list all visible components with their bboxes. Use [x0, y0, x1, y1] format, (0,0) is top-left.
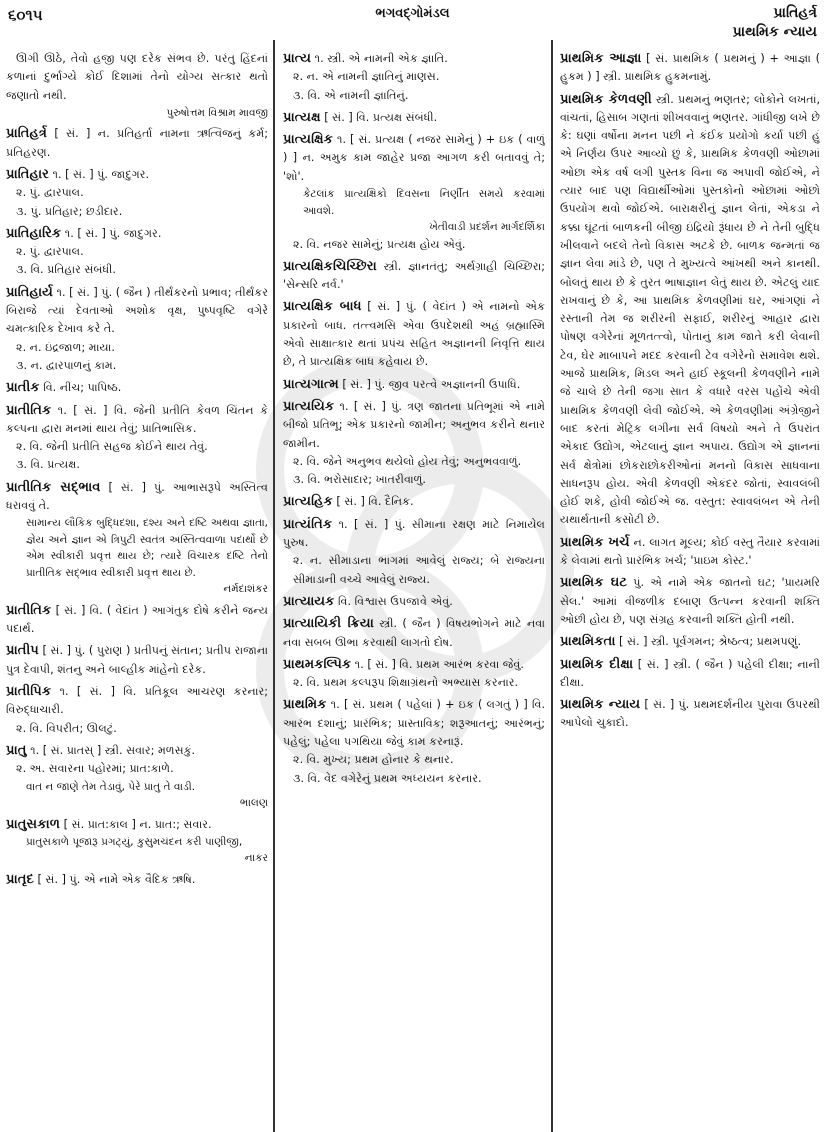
- sense: ૨. પું. દ્વારપાલ.: [16, 186, 84, 200]
- sense: ૨. પું. દ્વારપાલ.: [16, 245, 84, 259]
- dictionary-entry: [6, 166, 268, 221]
- sense: ૨. વિ. વિપરીત; ઊલટું.: [16, 721, 117, 735]
- headword: પ્રાથમિક ઘટ: [560, 575, 628, 591]
- headword: પ્રાથમિક આજ્ઞા: [560, 51, 642, 66]
- definition: [ સં. ] પું. એ નામે એક વૈદિક ઋષિ.: [37, 872, 196, 886]
- headword: પ્રાત્યગાત્મ: [283, 376, 339, 392]
- dictionary-entry: [560, 50, 820, 87]
- definition: ૧. [ સં. પ્રાતસ્ ] સ્ત્રી. સવાર; મળસકું.: [30, 743, 196, 757]
- definition: [ સં. ] પું. ( વેદાંત ) એ નામનો એક પ્રકારનો બાધ. તત્ત્વમસિ એવા ઉપદેશથી અહં બ્રહ્માસ્મિ એવો સાક્ષાત્કાર થતાં પ્રપંચ સહિત અજ્ઞાનની નિવૃત્તિ થાય છે, તે પ્રાત્યક્ષિક બાધ કહેવાય છે.: [283, 300, 545, 369]
- definition: ૧. [ સં. ] વિ. પ્રથમ આરંભ કરવા જેવું.: [354, 657, 524, 671]
- dictionary-entry: [6, 479, 268, 598]
- headword: પ્રાતીક: [6, 380, 40, 396]
- dictionary-entry: [283, 493, 545, 511]
- headword: પ્રાતીપિક: [6, 684, 52, 700]
- definition: [ સં. ] પું. પ્રથમદર્શનીય પુરાવા ઉપરથી આપેલો ચુકાદો.: [560, 698, 820, 730]
- dictionary-entry: [283, 50, 545, 105]
- citation-author: નાકર: [244, 852, 268, 865]
- dictionary-entry: [6, 742, 268, 812]
- headword: પ્રાતીપ: [6, 643, 39, 659]
- headword: પ્રાતિહાર્ય: [6, 284, 53, 300]
- definition: વિ. વિશ્વાસ ઉપજાવે એવું.: [338, 594, 453, 608]
- dictionary-entry: [6, 683, 268, 738]
- definition: [ સં. ] વિ. દૈનિક.: [336, 495, 414, 509]
- headword: પ્રાત્યક્ષિક બાધ: [283, 299, 362, 315]
- headword: પ્રાતીતિક: [6, 402, 52, 418]
- definition: ૧. [ સં. ] પું. ( જૈન ) તીર્થંકરનો પ્રભાવ; તીર્થંકર બિરાજે ત્યાં દેવતાઓ અશોક વૃક્ષ, પુષ્પવૃષ્ટિ વગેરે ચમત્કારિક દેખાવ કરે તે.: [6, 285, 268, 336]
- dictionary-entry: [283, 656, 545, 693]
- headword: પ્રાત્યયિક: [283, 398, 335, 414]
- dictionary-entry: [6, 284, 268, 375]
- sense: ૩. વિ. પ્રત્યક્ષ.: [16, 458, 80, 472]
- citation-author: ભાલણ: [239, 797, 268, 809]
- sense: ૩. વિ. ભરોસાદાર; ખાતરીવાળું.: [293, 473, 426, 487]
- guide-word-first: પ્રાતિહર્ત્ર: [773, 5, 817, 21]
- headword: પ્રાતૃદ: [6, 871, 34, 887]
- dictionary-entry: [283, 376, 545, 394]
- headword: પ્રાતીતિક સદ્ભાવ: [6, 479, 101, 495]
- guide-word-last: પ્રાથમિક ન્યાય: [732, 24, 817, 40]
- definition: સ્ત્રી. પ્રથમનું ભણતર; લોકોને લખતાં, વાંચતાં, હિસાબ ગણતાં શીખવવાનું ભણતર. ગાંધીજી લખે છે કે: ઘણાં વર્ષોના મનન પછી ને કંઈક પ્રયોગો કર્યા પછી હું એ નિર્ણય ઉપર આવ્યો છું કે, પ્રાથમિક કેળવણી ઓછામાં ઓછા એક વર્ષ લગી પુસ્તક વિના જ અપાવી જોઈએ, ને ત્યાર બાદ પણ વિદ્યાર્થીઓમાં પુસ્તકોનો ઓછામાં ઓછો ઉપયોગ થવો જોઈએ. બારાક્ષરીનું જ્ઞાન લેતાં, એકડા ને કક્કા ઘૂંટતાં બાળકની બીજી ઇંદ્રિયો રૂંધાય છે ને તેની બુદ્ધિ ખીલવાને બદલે તેનો વિકાસ અટકે છે. બાળક જન્મતાં જ જ્ઞાન લેવા માંડે છે, પણ તે મુખ્યત્વે આંખથી અને કાનથી. બોલતું થાય છે કે તુરત ભાષાજ્ઞાન લેતું થાય છે. એટલું યાદ રાખવાનું છે કે, આ પ્રાથમિક કેળવણીમાં ઘર, આંગણાં ને રસ્તાની તેમ જ શરીરની સફાઈ, શરીરનું આહાર દ્વારા પોષણ વગેરેનાં મૂળતત્ત્વો, પોતાનું કામ જાતે કરી લેવાની ટેવ, ઘેર માબાપને મદદ કરવાની ટેવ વગેરેનો સમાવેશ થશે. આજે પ્રાથમિક, મિડલ અને હાઈ સ્કૂલની કેળવણીને નામે જે ચાલે છે તેની જગા સાત કે વધારે વરસ પહોંચે એવી પ્રાથમિક કેળવણી લેવી જોઈએ. એ કેળવણીમાં અંગ્રેજીને બાદ કરતાં મેટ્રિક લગીના સર્વ વિષયો અને તે ઉપરાંત એકાદ ઉદ્યોગ, એટલાનું જ્ઞાન અપાય. ઉદ્યોગ એ જ્ઞાનનાં સર્વ ક્ષેત્રોમાં છોકરાછોકરીઓનાં મનનો વિકાસ સાધવાના સાધનરૂપ હોય. એવી કેળવણી એકંદર જોતાં, સ્વાવલંબી હોઈ શકે, હોવી જોઈએ જ. વસ્તુત: સ્વાવલંબન એ તેની યથાર્થતાની કસોટી છે.: [560, 92, 820, 527]
- usage-quote: સામાન્ય લૌકિક બુદ્ધિદશા, દશ્ય અને દષ્ટિ અથવા જ્ઞાતા, જ્ઞેય અને જ્ઞાન એ ત્રિપુટી સ્વતંત્ર અસ્તિત્વવાળા પદાર્થો છે એમ સ્વીકારી પ્રવૃત્ત થાય છે; ત્યારે વિચારક દષ્ટિ તેનો પ્રાતીતિક સદ્ભાવ સ્વીકારી પ્રવૃત્ત થાય છે.: [26, 517, 268, 579]
- dictionary-entry: [6, 642, 268, 679]
- dictionary-entry: [560, 633, 820, 651]
- definition: [ સં. ] વિ. પ્રત્યક્ષ સંબંધી.: [324, 110, 438, 124]
- book-title: ભગવદ્ગોમંડલ: [375, 6, 450, 21]
- sense: ૨. વિ. મુખ્ય; પ્રથમ હોનાર કે થનાર.: [293, 753, 454, 767]
- definition: સ્ત્રી. ( જૈન ) વિષયભોગને માટે નવા નવા સબબ ઊભા કરવાથી લાગતો દોષ.: [283, 617, 545, 649]
- sense: ૨. વિ. પ્રથમ કલ્પરૂપ શિક્ષાગ્રંથનો અભ્યાસ કરનાર.: [293, 676, 519, 690]
- definition: ૧. [ સં. પ્રથમ ( પહેલાં ) + ઇક ( લગતું ) ] વિ. આરંભ દશાનું; પ્રારંભિક; પ્રાસ્તાવિક; શરૂઆતનું; આરંભનું; પહેલું; પહેલા પગથિયા જેવું કામ કરનારૂં.: [283, 698, 545, 748]
- headword: પ્રાતુ: [6, 742, 27, 758]
- definition: પું. એ નામે એક જાતનો ઘટ; 'પ્રાયમરિ સેલ.' આમાં વીજળીક દબાણ ઉત્પન્ન કરવાની શક્તિ ઓછી હોય છે, પણ સંગ્રહ કરવાની શક્તિ હોતી નથી.: [560, 576, 820, 626]
- definition: ૧. [ સં. ] વિ. જેની પ્રતીતિ કેવળ ચિંતન કે કલ્પના દ્વારા મનમાં થાય તેવું; પ્રાતિભાસિક.: [6, 403, 268, 435]
- dictionary-entry: [6, 816, 268, 867]
- headword: પ્રાથમકલ્પિક: [283, 656, 352, 672]
- dictionary-entry: [6, 379, 268, 397]
- sense: ૨. વિ. નજર સામેનું; પ્રત્યક્ષ હોય એવું.: [293, 237, 466, 251]
- definition: ૧. [ સં. ] પું. જાદુગર.: [64, 226, 162, 240]
- headword: પ્રાતુસકાળ: [6, 816, 61, 832]
- dictionary-entry: [560, 656, 820, 693]
- column-2: [283, 50, 545, 1130]
- sense: ૨. ન. એ નામની જ્ઞાતિનું માણસ.: [293, 70, 440, 84]
- definition: ૧. [ સં. ] પું. ત્રણ જાતના પ્રતિભૂમાં એ નામે બીજો પ્રતિભૂ; એક પ્રકારનો જામીન; અનુભવ કરીને થનાર જામીન.: [283, 399, 545, 450]
- definition: ૧. [ સં. ] પું. સીમાના રક્ષણ માટે નિમાયેલ પુરુષ.: [283, 517, 545, 550]
- headword: પ્રાત્યક્ષિક: [283, 132, 333, 148]
- dictionary-entry: [283, 298, 545, 371]
- headword: પ્રાત્યક્ષિકચિચ્છિરા: [283, 258, 377, 274]
- dictionary-entry: [283, 398, 545, 489]
- dictionary-entry: [560, 534, 820, 571]
- headword: પ્રાથમિક કેળવણી: [560, 91, 652, 107]
- definition: [ સં. પ્રાત:કાલ ] ન. પ્રાત:; સવાર.: [63, 817, 212, 831]
- citation-author: નર્મદાશંકર: [223, 583, 268, 596]
- definition: [ સં. પ્રાથમિક ( પ્રથમનું ) + આજ્ઞા ( હુકમ ) ] સ્ત્રી. પ્રાથમિક હુકમનામું.: [560, 52, 820, 84]
- dictionary-entry: [283, 696, 545, 787]
- citation-author: ખેતીવાડી પ્રદર્શન માર્ગદર્શિકા: [429, 221, 545, 234]
- definition: [ સં. ] વિ. ( વેદાંત ) આગંતુક દોષે કરીને જન્ય પદાર્થ.: [6, 603, 268, 636]
- sense: ૨. ન. સીમાડાના ભાગમાં આવેલું રાજ્ય; બે રાજ્યના સીમાડાની વચ્ચે આવેલું રાજ્ય.: [293, 554, 545, 586]
- headword: પ્રાથમિક: [283, 697, 327, 713]
- definition: ઊગી ઊઠે, તેવો હજી પણ દરેક સંભવ છે. પરંતુ હિંદનાં કળાનાં દુર્ભાગ્યે કોઈ દિશામાં તેનો યોગ્ય સત્કાર થતો જણાતો નથી.: [6, 52, 268, 102]
- sense: ૩. ન. દ્વારપાળનું કામ.: [16, 358, 117, 372]
- sense: ૩. વિ. વેદ વગેરેનું પ્રથમ અધ્યયન કરનાર.: [293, 771, 482, 785]
- headword: પ્રાથમિક દીક્ષા: [560, 656, 634, 672]
- dictionary-entry: [283, 109, 545, 127]
- headword: પ્રાતિહર્ત્ર: [6, 126, 47, 142]
- dictionary-entry: [6, 225, 268, 280]
- dictionary-body: [0, 46, 825, 1132]
- sense: ૨. વિ. જેને અનુભવ થયેલો હોય તેવું; અનુભવવાળું.: [293, 454, 522, 468]
- guide-words: [733, 4, 817, 42]
- sense: ૨. ન. ઇંદ્રજાળ; માયા.: [16, 340, 115, 354]
- headword: પ્રાતિહારિક: [6, 225, 62, 241]
- dictionary-entry: [560, 696, 820, 733]
- headword: પ્રાત્યક્ષ: [283, 109, 321, 125]
- dictionary-entry: [283, 516, 545, 589]
- definition: સ્ત્રી. જ્ઞાનતંતુ; અર્થગ્રાહી ચિચ્છિરા; 'સેન્સરિ નર્વ.': [283, 259, 545, 292]
- sense: ૩. પું. પ્રતિહાર; છડીદાર.: [16, 204, 123, 218]
- headword: પ્રાથમિકતા: [560, 634, 616, 650]
- usage-quote: કેટલાંક પ્રાત્યક્ષિકો દિવસના નિર્ણીત સમયે કરવામાં આવશે.: [303, 188, 545, 217]
- sense: ૨. વિ. જેની પ્રતીતિ સહજ કોઈને થાય તેવું.: [16, 440, 208, 454]
- dictionary-entry: [6, 602, 268, 639]
- headword: પ્રાતિહાર: [6, 166, 49, 182]
- sense: ૨. અ. સવારના પહોરમાં; પ્રાત:કાળે.: [16, 762, 174, 776]
- headword: પ્રાત્યાયિકી ક્રિયા: [283, 616, 374, 632]
- definition: [ સં. ] સ્ત્રી. ( જૈન ) પહેલી દીક્ષા; નાની દીક્ષા.: [560, 657, 820, 689]
- headword: પ્રાત્ય: [283, 51, 312, 66]
- dictionary-entry: [6, 125, 268, 162]
- definition: ૧. [ સં. ] પું. જાદુગર.: [52, 167, 150, 181]
- headword: પ્રાત્યહિક: [283, 494, 333, 510]
- sense: ૩. વિ. એ નામની જ્ઞાતિનું.: [293, 88, 409, 102]
- dictionary-entry: [283, 593, 545, 611]
- headword: પ્રાત્યાયક: [283, 593, 335, 609]
- dictionary-entry: [283, 615, 545, 652]
- citation-author: પુરુષોત્તમ વિશ્રામ માવજી: [166, 106, 268, 119]
- headword: પ્રાથમિક ન્યાય: [560, 697, 641, 713]
- definition: [ સં. ] પું. ( પુરાણ ) પ્રતીપનું સંતાન; પ્રતીપ રાજાના પુત્ર દેવાપી, શંતનુ અને બાલ્હીક માંહેનો દરેક.: [6, 644, 268, 676]
- headword: પ્રાથમિક ખર્ચ: [560, 534, 630, 550]
- page-header: [0, 0, 825, 46]
- headword: પ્રાત્યંતિક: [283, 516, 333, 532]
- usage-quote: વાત ન જાણે તેમ તેડાવું, પેરે પ્રાતુ તે વાડી.: [26, 780, 196, 793]
- definition: વિ. નીચ; પાપિષ્ઠ.: [43, 381, 122, 395]
- column-3: [560, 50, 820, 1130]
- sense: ૩. વિ. પ્રતિહાર સંબંધી.: [16, 263, 116, 277]
- dictionary-entry: [283, 258, 545, 295]
- definition: [ સં. ] ન. પ્રતિહર્તા નામના ઋત્વિજનું કર્મ; પ્રતિહરણ.: [6, 127, 268, 159]
- definition: ૧. [ સં. ] વિ. પ્રતિકૂલ આચરણ કરનાર; વિરુદ્ધાચારી.: [6, 685, 268, 717]
- definition: [ સં. ] પું. જીવ પરત્વે અજ્ઞાનની ઉપાધિ.: [342, 377, 521, 391]
- definition: ૧. [ સં. પ્રત્યક્ષ ( નજર સામેનું ) + ઇક ( વાળું ) ] ન. અમુક કામ જાહેર પ્રજા આગળ કરી બતાવવું તે; 'શો'.: [283, 133, 545, 183]
- dictionary-entry: [560, 91, 820, 530]
- column-1: [6, 50, 268, 1130]
- page-number: ૬૦૧૫: [8, 6, 43, 24]
- dictionary-entry: [560, 574, 820, 629]
- definition: ૧. સ્ત્રી. એ નામની એક જ્ઞાતિ.: [314, 52, 448, 65]
- usage-quote: પ્રાતુસકાળે પૂજારૂ પ્રગટ્યું, કુસુમચંદન કરી પાણીજી,: [26, 835, 243, 848]
- dictionary-entry: [6, 402, 268, 475]
- definition: ન. લાગત મૂલ્ય; કોઈ વસ્તુ તૈયાર કરવામાં કે લેવામાં થતો પ્રારંભિક ખર્ચ; 'પ્રાઇમ કોસ્ટ.': [560, 535, 820, 568]
- headword: પ્રાતીતિક: [6, 602, 52, 618]
- dictionary-entry: [6, 871, 268, 889]
- dictionary-entry: [6, 50, 268, 121]
- dictionary-entry: [283, 131, 545, 254]
- definition: [ સં. ] સ્ત્રી. પૂર્વગમન; શ્રેષ્ઠત્વ; પ્રથમપણું.: [619, 635, 802, 649]
- definition: [ સં. ] પું. આભાસરૂપે અસ્તિત્વ ધરાવવું તે.: [6, 480, 268, 513]
